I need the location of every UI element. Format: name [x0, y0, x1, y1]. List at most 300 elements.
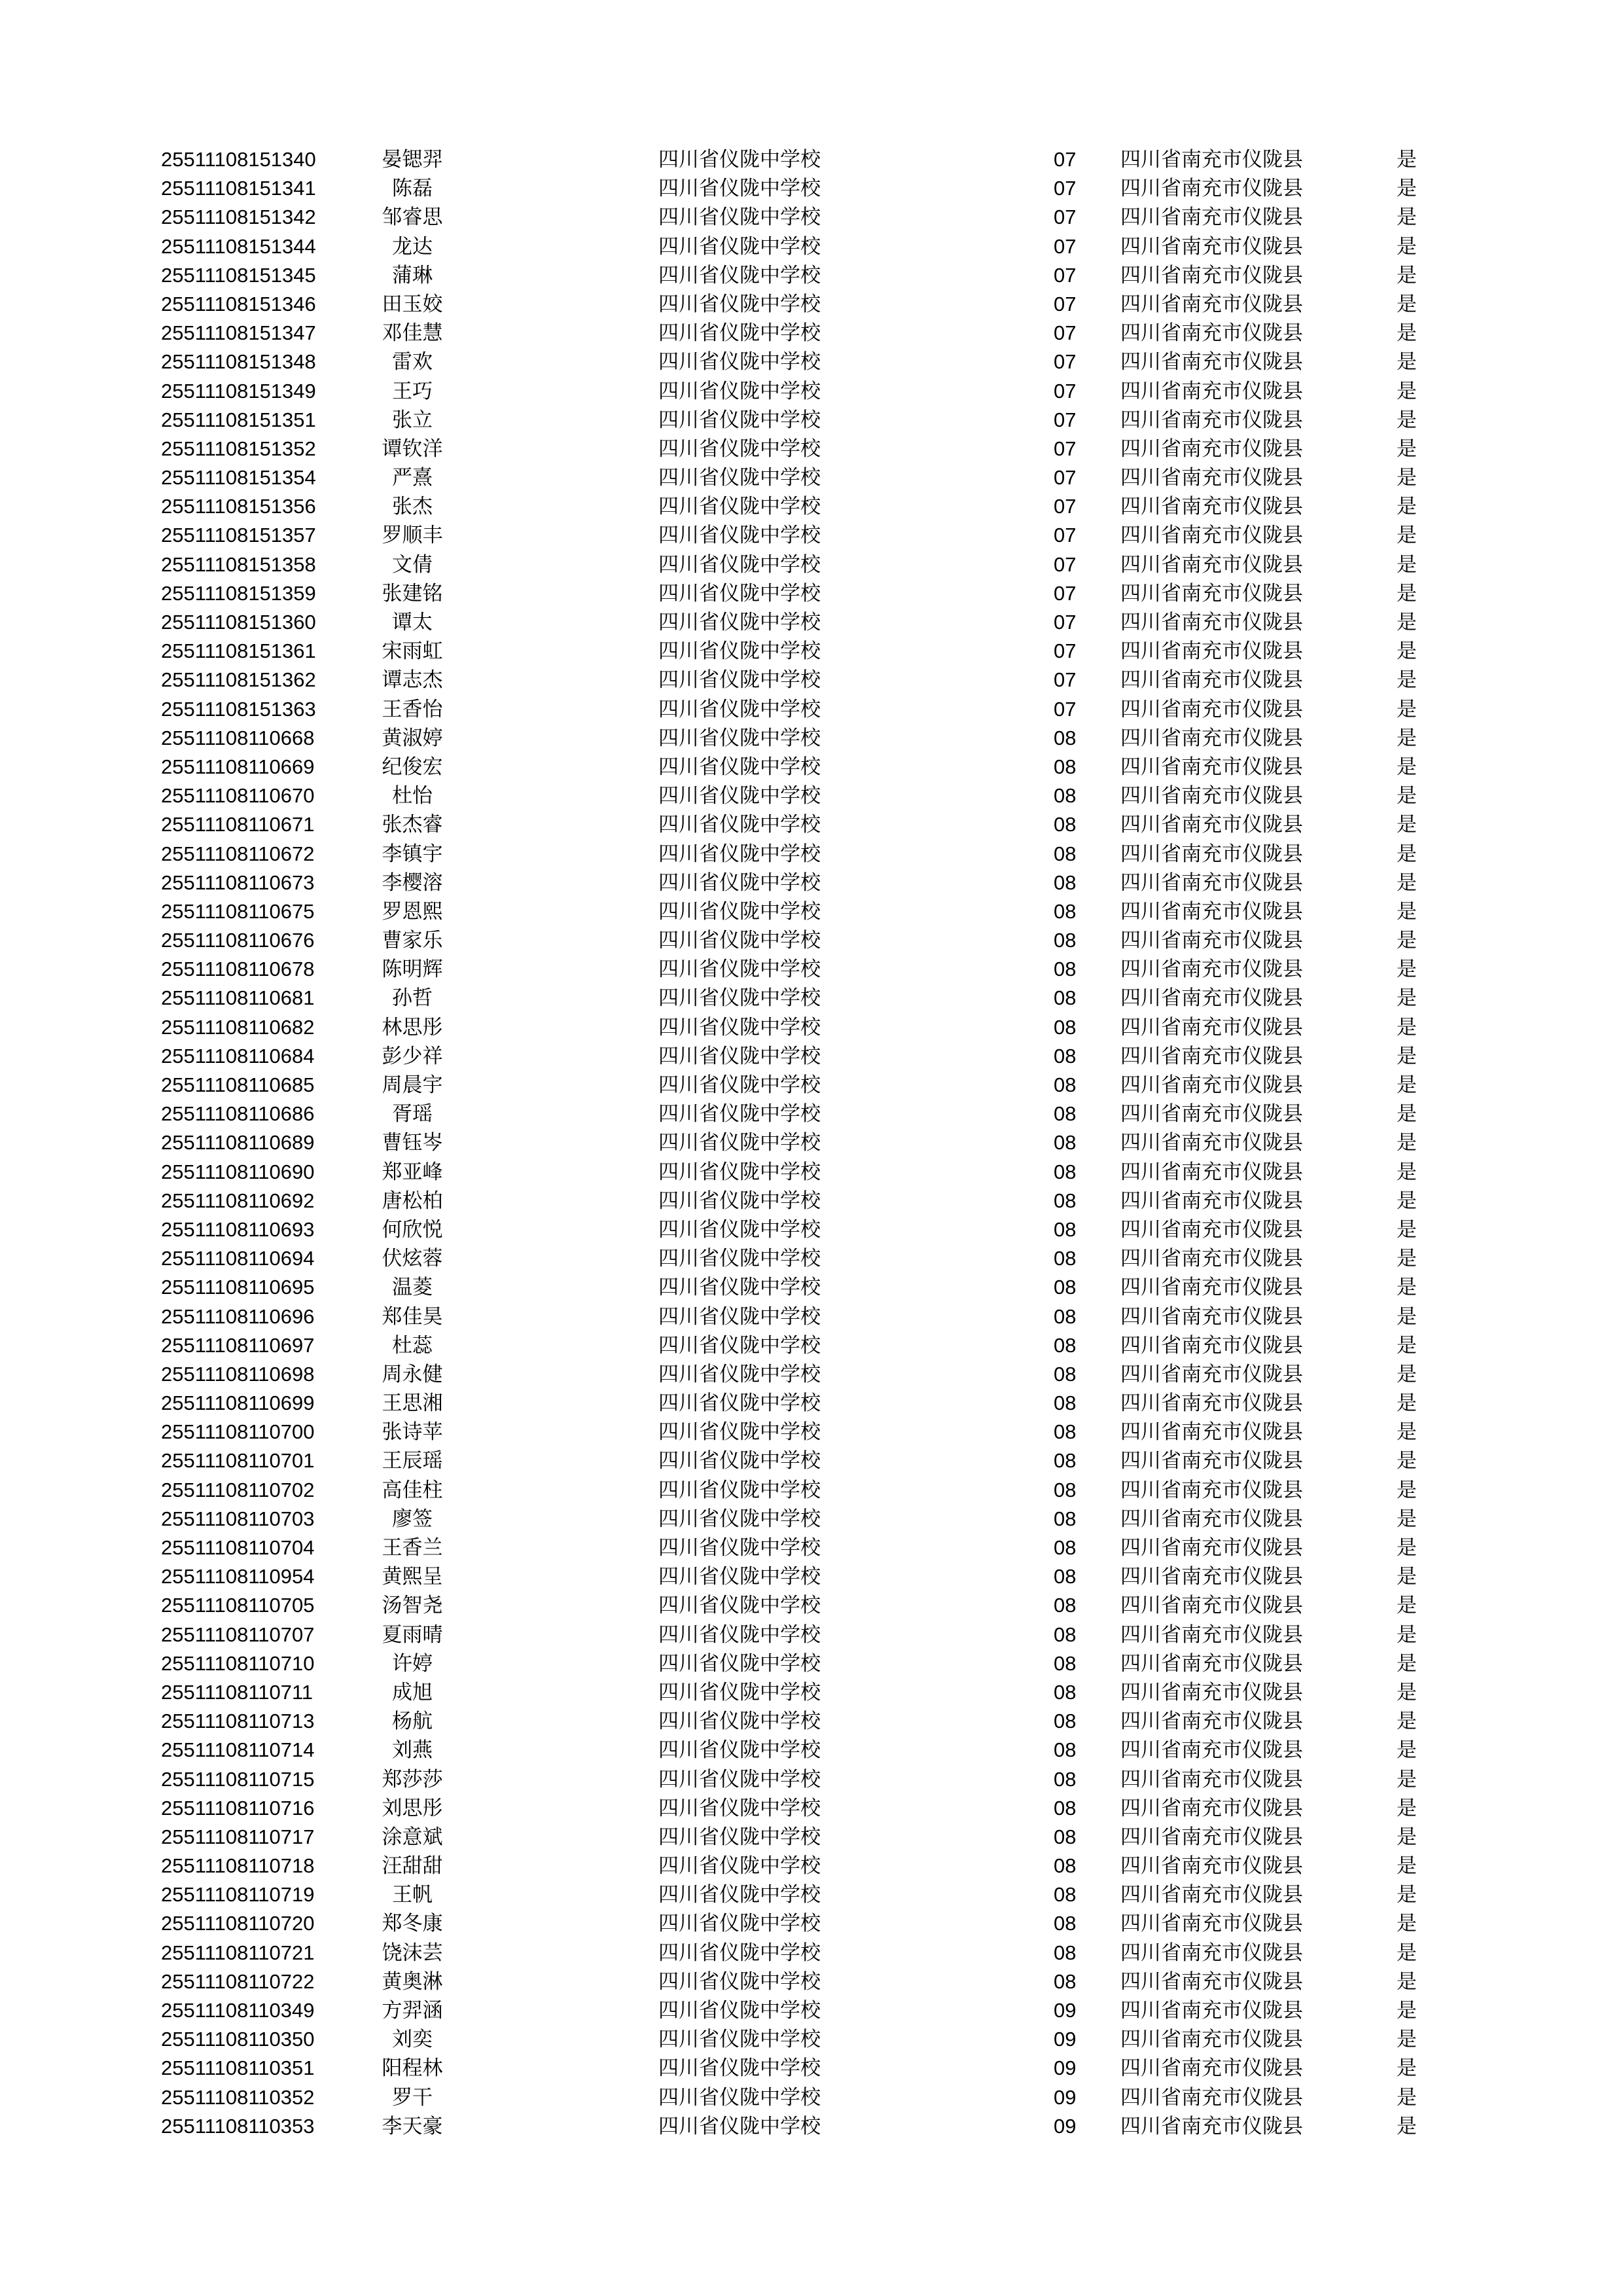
- table-row: [0, 1273, 1623, 1302]
- student-name-cell: 涂意斌: [382, 1825, 443, 1849]
- status-flag-cell: 是: [1397, 755, 1417, 779]
- status-flag-cell: 是: [1397, 668, 1417, 692]
- region-cell: 四川省南充市仪陇县: [1120, 234, 1303, 259]
- school-cell: 四川省仪陇中学校: [658, 234, 821, 259]
- region-cell: 四川省南充市仪陇县: [1120, 581, 1303, 605]
- region-cell: 四川省南充市仪陇县: [1120, 639, 1303, 664]
- region-cell: 四川省南充市仪陇县: [1120, 726, 1303, 750]
- school-cell: 四川省仪陇中学校: [658, 611, 821, 634]
- class-code-cell: 07: [1054, 350, 1077, 374]
- student-name-cell: 胥瑶: [392, 1102, 433, 1126]
- region-cell: 四川省南充市仪陇县: [1120, 2085, 1303, 2109]
- status-flag-cell: 是: [1397, 1969, 1417, 1994]
- region-cell: 四川省南充市仪陇县: [1120, 1854, 1303, 1878]
- table-row: [0, 174, 1623, 203]
- school-cell: 四川省仪陇中学校: [658, 958, 821, 982]
- region-cell: 四川省南充市仪陇县: [1120, 466, 1303, 490]
- region-cell: 四川省南充市仪陇县: [1120, 1276, 1303, 1300]
- region-cell: 四川省南充市仪陇县: [1120, 1565, 1303, 1589]
- student-id-cell: 25511108110704: [161, 1536, 315, 1559]
- status-flag-cell: 是: [1397, 1825, 1417, 1849]
- status-flag-cell: 是: [1397, 292, 1417, 316]
- table-row: [0, 1244, 1623, 1273]
- school-cell: 四川省仪陇中学校: [658, 350, 821, 374]
- status-flag-cell: 是: [1397, 726, 1417, 750]
- table-row: [0, 463, 1623, 492]
- class-code-cell: 08: [1054, 986, 1077, 1010]
- student-name-cell: 邓佳慧: [382, 321, 443, 346]
- table-row: [0, 1967, 1623, 1996]
- table-row: [0, 695, 1623, 724]
- student-id-cell: 25511108110698: [161, 1362, 315, 1386]
- status-flag-cell: 是: [1397, 958, 1417, 982]
- status-flag-cell: 是: [1397, 1073, 1417, 1097]
- school-cell: 四川省仪陇中学校: [658, 1015, 821, 1039]
- student-id-cell: 25511108151361: [161, 639, 316, 663]
- class-code-cell: 07: [1054, 668, 1077, 692]
- table-row: [0, 1649, 1623, 1678]
- student-id-cell: 25511108110692: [161, 1189, 315, 1212]
- student-id-cell: 25511108151351: [161, 408, 316, 431]
- status-flag-cell: 是: [1397, 177, 1417, 201]
- school-cell: 四川省仪陇中学校: [658, 1420, 821, 1444]
- region-cell: 四川省南充市仪陇县: [1120, 1767, 1303, 1791]
- status-flag-cell: 是: [1397, 350, 1417, 374]
- class-code-cell: 08: [1054, 1131, 1077, 1155]
- table-row: [0, 1042, 1623, 1071]
- region-cell: 四川省南充市仪陇县: [1120, 552, 1303, 577]
- class-code-cell: 07: [1054, 524, 1077, 547]
- student-id-cell: 25511108110710: [161, 1651, 315, 1675]
- table-row: [0, 753, 1623, 781]
- class-code-cell: 08: [1054, 1333, 1077, 1357]
- table-row: [0, 492, 1623, 521]
- school-cell: 四川省仪陇中学校: [658, 1651, 821, 1676]
- class-code-cell: 07: [1054, 611, 1077, 634]
- class-code-cell: 08: [1054, 1276, 1077, 1299]
- table-row: [0, 1852, 1623, 1880]
- table-row: [0, 1389, 1623, 1418]
- class-code-cell: 08: [1054, 1391, 1077, 1415]
- student-name-cell: 阳程林: [382, 2056, 443, 2081]
- status-flag-cell: 是: [1397, 1941, 1417, 1965]
- student-id-cell: 25511108110718: [161, 1854, 315, 1878]
- status-flag-cell: 是: [1397, 1131, 1417, 1155]
- region-cell: 四川省南充市仪陇县: [1120, 495, 1303, 519]
- school-cell: 四川省仪陇中学校: [658, 1912, 821, 1936]
- student-name-cell: 唐松柏: [382, 1189, 443, 1213]
- student-name-cell: 文倩: [392, 552, 433, 577]
- school-cell: 四川省仪陇中学校: [658, 1854, 821, 1878]
- student-name-cell: 彭少祥: [382, 1044, 443, 1068]
- school-cell: 四川省仪陇中学校: [658, 524, 821, 548]
- region-cell: 四川省南充市仪陇县: [1120, 1999, 1303, 2022]
- student-id-cell: 25511108110695: [161, 1276, 315, 1299]
- status-flag-cell: 是: [1397, 263, 1417, 287]
- status-flag-cell: 是: [1397, 1478, 1417, 1502]
- status-flag-cell: 是: [1397, 1391, 1417, 1416]
- student-name-cell: 雷欢: [392, 350, 433, 374]
- student-name-cell: 严熹: [392, 466, 433, 490]
- class-code-cell: 08: [1054, 1015, 1077, 1039]
- student-name-cell: 许婷: [392, 1651, 433, 1676]
- school-cell: 四川省仪陇中学校: [658, 292, 821, 316]
- student-id-cell: 25511108151362: [161, 668, 316, 692]
- student-name-cell: 王帆: [392, 1883, 433, 1907]
- table-row: [0, 1794, 1623, 1823]
- table-row: [0, 1621, 1623, 1649]
- student-id-cell: 25511108110702: [161, 1478, 315, 1501]
- table-row: [0, 406, 1623, 435]
- student-id-cell: 25511108151363: [161, 697, 316, 721]
- region-cell: 四川省南充市仪陇县: [1120, 755, 1303, 779]
- table-row: [0, 926, 1623, 955]
- school-cell: 四川省仪陇中学校: [658, 1304, 821, 1329]
- student-name-cell: 李天豪: [382, 2114, 443, 2138]
- class-code-cell: 08: [1054, 958, 1077, 981]
- student-id-cell: 25511108151341: [161, 177, 316, 200]
- student-name-cell: 高佳柱: [382, 1478, 443, 1502]
- status-flag-cell: 是: [1397, 1449, 1417, 1473]
- school-cell: 四川省仪陇中学校: [658, 495, 821, 519]
- table-row: [0, 550, 1623, 579]
- student-name-cell: 陈明辉: [382, 958, 443, 982]
- status-flag-cell: 是: [1397, 1102, 1417, 1126]
- region-cell: 四川省南充市仪陇县: [1120, 1102, 1303, 1126]
- status-flag-cell: 是: [1397, 899, 1417, 924]
- student-name-cell: 刘思彤: [382, 1796, 443, 1820]
- school-cell: 四川省仪陇中学校: [658, 986, 821, 1011]
- school-cell: 四川省仪陇中学校: [658, 1767, 821, 1791]
- region-cell: 四川省南充市仪陇县: [1120, 1796, 1303, 1820]
- school-cell: 四川省仪陇中学校: [658, 697, 821, 721]
- status-flag-cell: 是: [1397, 1536, 1417, 1560]
- class-code-cell: 08: [1054, 1594, 1077, 1617]
- student-name-cell: 蒲琳: [392, 263, 433, 287]
- school-cell: 四川省仪陇中学校: [658, 1999, 821, 2022]
- student-name-cell: 黄熙呈: [382, 1565, 443, 1589]
- region-cell: 四川省南充市仪陇县: [1120, 263, 1303, 287]
- student-name-cell: 郑莎莎: [382, 1767, 443, 1791]
- region-cell: 四川省南充市仪陇县: [1120, 1073, 1303, 1097]
- class-code-cell: 08: [1054, 1796, 1077, 1820]
- class-code-cell: 08: [1054, 929, 1077, 952]
- region-cell: 四川省南充市仪陇县: [1120, 379, 1303, 403]
- class-code-cell: 09: [1054, 2028, 1077, 2051]
- student-id-cell: 25511108110681: [161, 986, 315, 1010]
- student-id-cell: 25511108110693: [161, 1217, 315, 1241]
- student-id-cell: 25511108110675: [161, 899, 315, 923]
- table-row: [0, 810, 1623, 839]
- school-cell: 四川省仪陇中学校: [658, 899, 821, 924]
- student-name-cell: 谭太: [392, 611, 433, 634]
- table-row: [0, 1158, 1623, 1187]
- region-cell: 四川省南充市仪陇县: [1120, 870, 1303, 895]
- school-cell: 四川省仪陇中学校: [658, 1449, 821, 1473]
- region-cell: 四川省南充市仪陇县: [1120, 408, 1303, 432]
- student-id-cell: 25511108110705: [161, 1594, 315, 1617]
- class-code-cell: 09: [1054, 2056, 1077, 2080]
- class-code-cell: 08: [1054, 842, 1077, 865]
- table-row: [0, 955, 1623, 984]
- status-flag-cell: 是: [1397, 1304, 1417, 1329]
- table-row: [0, 1360, 1623, 1389]
- school-cell: 四川省仪陇中学校: [658, 1073, 821, 1097]
- class-code-cell: 08: [1054, 1160, 1077, 1183]
- table-row: [0, 1331, 1623, 1360]
- student-name-cell: 王巧: [392, 379, 433, 403]
- student-id-cell: 25511108151352: [161, 437, 316, 460]
- student-name-cell: 张杰: [392, 495, 433, 519]
- status-flag-cell: 是: [1397, 466, 1417, 490]
- status-flag-cell: 是: [1397, 1767, 1417, 1791]
- table-row: [0, 1128, 1623, 1157]
- student-id-cell: 25511108151340: [161, 148, 316, 171]
- table-row: [0, 1736, 1623, 1765]
- status-flag-cell: 是: [1397, 581, 1417, 605]
- status-flag-cell: 是: [1397, 1217, 1417, 1242]
- class-code-cell: 08: [1054, 1507, 1077, 1530]
- region-cell: 四川省南充市仪陇县: [1120, 1507, 1303, 1531]
- student-id-cell: 25511108110720: [161, 1912, 315, 1935]
- status-flag-cell: 是: [1397, 2056, 1417, 2081]
- class-code-cell: 07: [1054, 148, 1077, 171]
- region-cell: 四川省南充市仪陇县: [1120, 611, 1303, 634]
- school-cell: 四川省仪陇中学校: [658, 466, 821, 490]
- region-cell: 四川省南充市仪陇县: [1120, 1594, 1303, 1618]
- region-cell: 四川省南充市仪陇县: [1120, 1969, 1303, 1994]
- school-cell: 四川省仪陇中学校: [658, 870, 821, 895]
- student-id-cell: 25511108110707: [161, 1623, 315, 1646]
- school-cell: 四川省仪陇中学校: [658, 1969, 821, 1994]
- class-code-cell: 08: [1054, 1362, 1077, 1386]
- student-name-cell: 廖签: [392, 1507, 433, 1531]
- class-code-cell: 08: [1054, 1102, 1077, 1126]
- student-id-cell: 25511108110716: [161, 1796, 315, 1820]
- status-flag-cell: 是: [1397, 986, 1417, 1011]
- status-flag-cell: 是: [1397, 1710, 1417, 1734]
- student-name-cell: 罗干: [392, 2085, 433, 2109]
- status-flag-cell: 是: [1397, 1333, 1417, 1357]
- student-name-cell: 黄奥淋: [382, 1969, 443, 1994]
- region-cell: 四川省南充市仪陇县: [1120, 206, 1303, 230]
- school-cell: 四川省仪陇中学校: [658, 813, 821, 837]
- student-id-cell: 25511108110697: [161, 1333, 315, 1357]
- school-cell: 四川省仪陇中学校: [658, 1478, 821, 1502]
- region-cell: 四川省南充市仪陇县: [1120, 1044, 1303, 1068]
- student-name-cell: 成旭: [392, 1680, 433, 1704]
- table-row: [0, 377, 1623, 406]
- student-id-cell: 25511108110351: [161, 2056, 315, 2080]
- class-code-cell: 07: [1054, 292, 1077, 315]
- class-code-cell: 08: [1054, 870, 1077, 894]
- school-cell: 四川省仪陇中学校: [658, 1391, 821, 1416]
- table-row: [0, 319, 1623, 348]
- school-cell: 四川省仪陇中学校: [658, 1362, 821, 1386]
- region-cell: 四川省南充市仪陇县: [1120, 1883, 1303, 1907]
- region-cell: 四川省南充市仪陇县: [1120, 784, 1303, 808]
- student-id-cell: 25511108110686: [161, 1102, 315, 1126]
- school-cell: 四川省仪陇中学校: [658, 1680, 821, 1704]
- table-row: [0, 1100, 1623, 1128]
- school-cell: 四川省仪陇中学校: [658, 755, 821, 779]
- student-name-cell: 周永健: [382, 1362, 443, 1386]
- student-id-cell: 25511108110676: [161, 929, 315, 952]
- region-cell: 四川省南充市仪陇县: [1120, 1131, 1303, 1155]
- student-name-cell: 张杰睿: [382, 813, 443, 837]
- student-id-cell: 25511108110678: [161, 958, 315, 981]
- student-name-cell: 晏锶羿: [382, 148, 443, 171]
- student-id-cell: 25511108110682: [161, 1015, 315, 1039]
- region-cell: 四川省南充市仪陇县: [1120, 1912, 1303, 1936]
- region-cell: 四川省南充市仪陇县: [1120, 1680, 1303, 1704]
- school-cell: 四川省仪陇中学校: [658, 1825, 821, 1849]
- class-code-cell: 08: [1054, 1623, 1077, 1646]
- student-id-cell: 25511108110353: [161, 2114, 315, 2138]
- student-name-cell: 汪甜甜: [382, 1854, 443, 1878]
- table-row: [0, 1562, 1623, 1591]
- student-id-cell: 25511108110350: [161, 2028, 315, 2051]
- class-code-cell: 08: [1054, 1912, 1077, 1935]
- class-code-cell: 08: [1054, 1449, 1077, 1473]
- region-cell: 四川省南充市仪陇县: [1120, 1651, 1303, 1676]
- student-id-cell: 25511108110685: [161, 1073, 315, 1096]
- class-code-cell: 08: [1054, 1710, 1077, 1733]
- status-flag-cell: 是: [1397, 1594, 1417, 1618]
- status-flag-cell: 是: [1397, 2028, 1417, 2052]
- table-row: [0, 1418, 1623, 1446]
- student-name-cell: 李镇宇: [382, 842, 443, 866]
- class-code-cell: 07: [1054, 177, 1077, 200]
- status-flag-cell: 是: [1397, 870, 1417, 895]
- school-cell: 四川省仪陇中学校: [658, 1276, 821, 1300]
- school-cell: 四川省仪陇中学校: [658, 581, 821, 605]
- class-code-cell: 07: [1054, 581, 1077, 605]
- table-row: [0, 1302, 1623, 1331]
- class-code-cell: 08: [1054, 1941, 1077, 1964]
- school-cell: 四川省仪陇中学校: [658, 1189, 821, 1213]
- region-cell: 四川省南充市仪陇县: [1120, 148, 1303, 171]
- class-code-cell: 08: [1054, 1680, 1077, 1704]
- school-cell: 四川省仪陇中学校: [658, 177, 821, 201]
- school-cell: 四川省仪陇中学校: [658, 1131, 821, 1155]
- table-row: [0, 1505, 1623, 1534]
- table-row: [0, 1013, 1623, 1042]
- region-cell: 四川省南充市仪陇县: [1120, 437, 1303, 461]
- student-id-cell: 25511108110701: [161, 1449, 315, 1473]
- table-row: [0, 348, 1623, 376]
- student-name-cell: 刘燕: [392, 1738, 433, 1763]
- student-name-cell: 郑亚峰: [382, 1160, 443, 1184]
- student-name-cell: 张立: [392, 408, 433, 432]
- status-flag-cell: 是: [1397, 206, 1417, 230]
- status-flag-cell: 是: [1397, 813, 1417, 837]
- student-name-cell: 李樱溶: [382, 870, 443, 895]
- student-name-cell: 陈磊: [392, 177, 433, 201]
- region-cell: 四川省南充市仪陇县: [1120, 1420, 1303, 1444]
- status-flag-cell: 是: [1397, 1680, 1417, 1704]
- school-cell: 四川省仪陇中学校: [658, 1883, 821, 1907]
- table-row: [0, 203, 1623, 232]
- student-id-cell: 25511108151357: [161, 524, 316, 547]
- school-cell: 四川省仪陇中学校: [658, 2028, 821, 2052]
- student-name-cell: 罗顺丰: [382, 524, 443, 548]
- student-name-cell: 罗恩熙: [382, 899, 443, 924]
- status-flag-cell: 是: [1397, 1044, 1417, 1068]
- table-row: [0, 984, 1623, 1013]
- region-cell: 四川省南充市仪陇县: [1120, 1623, 1303, 1647]
- school-cell: 四川省仪陇中学校: [658, 206, 821, 230]
- school-cell: 四川省仪陇中学校: [658, 263, 821, 287]
- student-id-cell: 25511108151349: [161, 379, 316, 403]
- school-cell: 四川省仪陇中学校: [658, 1333, 821, 1357]
- student-name-cell: 曹钰岑: [382, 1131, 443, 1155]
- student-name-cell: 杨航: [392, 1710, 433, 1734]
- school-cell: 四川省仪陇中学校: [658, 408, 821, 432]
- student-name-cell: 王香兰: [382, 1536, 443, 1560]
- table-row: [0, 435, 1623, 463]
- region-cell: 四川省南充市仪陇县: [1120, 958, 1303, 982]
- status-flag-cell: 是: [1397, 842, 1417, 866]
- class-code-cell: 07: [1054, 263, 1077, 287]
- region-cell: 四川省南充市仪陇县: [1120, 177, 1303, 201]
- class-code-cell: 09: [1054, 2085, 1077, 2109]
- table-row: [0, 1909, 1623, 1938]
- school-cell: 四川省仪陇中学校: [658, 929, 821, 953]
- region-cell: 四川省南充市仪陇县: [1120, 842, 1303, 866]
- student-id-cell: 25511108110684: [161, 1044, 315, 1067]
- region-cell: 四川省南充市仪陇县: [1120, 1738, 1303, 1763]
- student-name-cell: 曹家乐: [382, 929, 443, 953]
- student-id-cell: 25511108110700: [161, 1420, 315, 1444]
- region-cell: 四川省南充市仪陇县: [1120, 668, 1303, 692]
- region-cell: 四川省南充市仪陇县: [1120, 1015, 1303, 1039]
- student-id-cell: 25511108110713: [161, 1710, 315, 1733]
- status-flag-cell: 是: [1397, 611, 1417, 634]
- school-cell: 四川省仪陇中学校: [658, 726, 821, 750]
- class-code-cell: 08: [1054, 726, 1077, 749]
- class-code-cell: 08: [1054, 1825, 1077, 1848]
- student-name-cell: 林思彤: [382, 1015, 443, 1039]
- table-row: [0, 1678, 1623, 1707]
- status-flag-cell: 是: [1397, 1796, 1417, 1820]
- status-flag-cell: 是: [1397, 408, 1417, 432]
- student-name-cell: 邹睿思: [382, 206, 443, 230]
- status-flag-cell: 是: [1397, 379, 1417, 403]
- school-cell: 四川省仪陇中学校: [658, 1738, 821, 1763]
- class-code-cell: 08: [1054, 1073, 1077, 1096]
- class-code-cell: 08: [1054, 1565, 1077, 1588]
- table-row: [0, 290, 1623, 319]
- table-row: [0, 637, 1623, 666]
- student-name-cell: 刘奕: [392, 2028, 433, 2052]
- region-cell: 四川省南充市仪陇县: [1120, 1449, 1303, 1473]
- status-flag-cell: 是: [1397, 1883, 1417, 1907]
- school-cell: 四川省仪陇中学校: [658, 379, 821, 403]
- region-cell: 四川省南充市仪陇县: [1120, 1536, 1303, 1560]
- table-row: [0, 261, 1623, 290]
- region-cell: 四川省南充市仪陇县: [1120, 899, 1303, 924]
- class-code-cell: 08: [1054, 1738, 1077, 1762]
- class-code-cell: 09: [1054, 1999, 1077, 2022]
- region-cell: 四川省南充市仪陇县: [1120, 813, 1303, 837]
- school-cell: 四川省仪陇中学校: [658, 2085, 821, 2109]
- region-cell: 四川省南充市仪陇县: [1120, 292, 1303, 316]
- student-id-cell: 25511108151346: [161, 292, 316, 315]
- table-row: [0, 1534, 1623, 1562]
- table-row: [0, 1591, 1623, 1620]
- region-cell: 四川省南充市仪陇县: [1120, 1189, 1303, 1213]
